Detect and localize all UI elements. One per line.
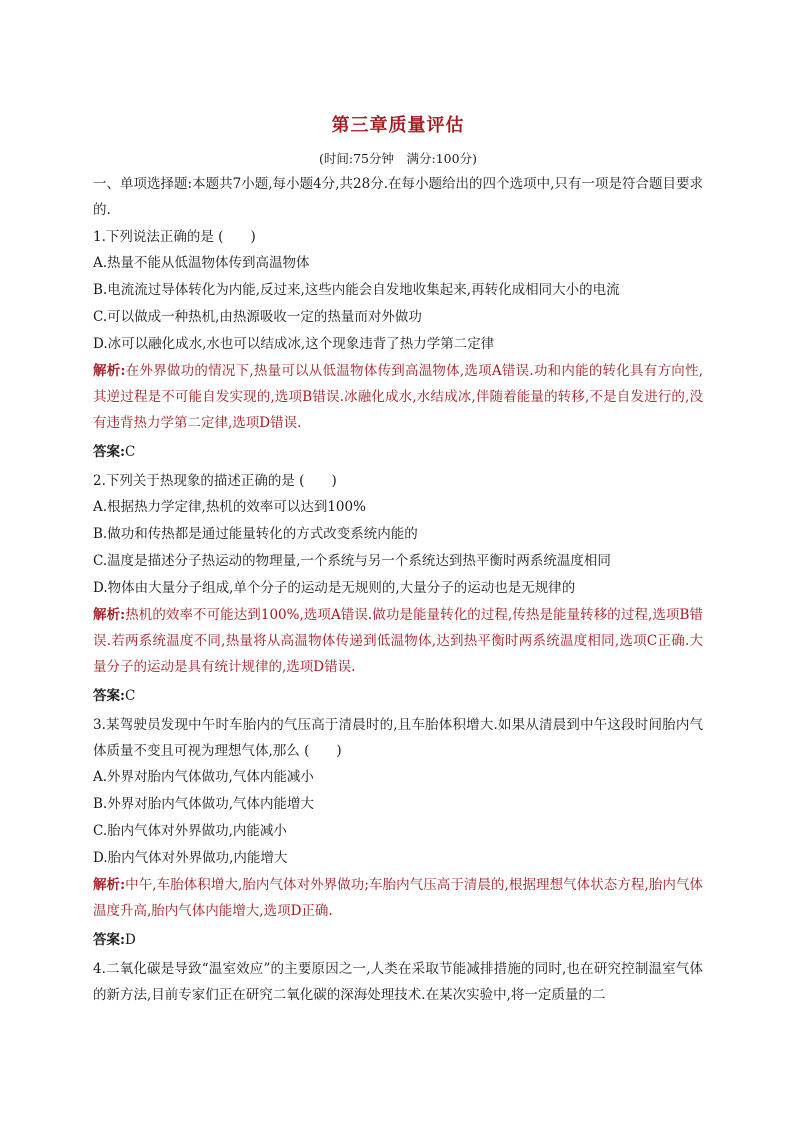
question-stem: 4.二氧化碳是导致“温室效应”的主要原因之一,人类在采取节能减排措施的同时,也在研究控制温室气体的新方法,目前专家们正在研究二氧化碳的深海处理技术.在某次实验中,将一定质量的二 [93, 961, 703, 1003]
section-instructions: 一、单项选择题:本题共7小题,每小题4分,共28分.在每小题给出的四个选项中,只有一项是符合题目要求的. [93, 176, 703, 218]
explanation-text: 热机的效率不可能达到100%,选项A错误.做功是能量转化的过程,传热是能量转移的过程,选项B错误.若两系统温度不同,热量将从高温物体传递到低温物体,达到热平衡时两系统温度相同,选项C正确.大量分子的运动是具有统计规律的,选项D错误. [93, 607, 703, 675]
question-stem: 1.下列说法正确的是 ( ) [93, 229, 256, 245]
answer-label: 答案: [93, 444, 125, 460]
answer-value: D [124, 932, 136, 948]
answer [93, 926, 703, 954]
explanation [93, 872, 703, 924]
option-c: C.可以做成一种热机,由热源吸收一定的热量而对外做功 [93, 309, 422, 325]
question-stem: 2.下列关于热现象的描述正确的是 ( ) [93, 473, 337, 489]
question-3 [93, 712, 703, 954]
exam-page [93, 112, 703, 1008]
answer [93, 682, 703, 710]
explanation [93, 358, 703, 436]
option-a: A.根据热力学定律,热机的效率可以达到100% [93, 499, 366, 515]
answer-label: 答案: [93, 688, 125, 704]
explanation-label: 解析: [93, 363, 126, 379]
explanation-text: 在外界做功的情况下,热量可以从低温物体传到高温物体,选项A错误.功和内能的转化具有方向性,其逆过程是不可能自发实现的,选项B错误.冰融化成水,水结成冰,伴随着能量的转移,不是自发进行的,没有违背热力学第二定律,选项D错误. [93, 363, 704, 431]
explanation-label: 解析: [93, 607, 126, 623]
option-c: C.温度是描述分子热运动的物理量,一个系统与另一个系统达到热平衡时两系统温度相同 [93, 553, 611, 569]
option-b: B.做功和传热都是通过能量转化的方式改变系统内能的 [93, 526, 418, 542]
explanation-text: 中午,车胎体积增大,胎内气体对外界做功;车胎内气压高于清晨的,根据理想气体状态方程,胎内气体温度升高,胎内气体内能增大,选项D正确. [93, 877, 704, 919]
option-b: B.外界对胎内气体做功,气体内能增大 [93, 796, 315, 812]
option-c: C.胎内气体对外界做功,内能减小 [93, 823, 287, 839]
question-1 [93, 224, 703, 466]
question-4 [93, 956, 703, 1008]
option-b: B.电流流过导体转化为内能,反过来,这些内能会自发地收集起来,再转化成相同大小的电流 [93, 282, 620, 298]
option-d: D.冰可以融化成水,水也可以结成冰,这个现象违背了热力学第二定律 [93, 336, 495, 352]
option-d: D.物体由大量分子组成,单个分子的运动是无规则的,大量分子的运动也是无规律的 [93, 580, 576, 596]
answer-value: C [124, 444, 136, 460]
answer-label: 答案: [93, 932, 125, 948]
answer-value: C [124, 688, 136, 704]
question-stem: 3.某驾驶员发现中午时车胎内的气压高于清晨时的,且车胎体积增大.如果从清晨到中午这段时间胎内气体质量不变且可视为理想气体,那么 ( ) [93, 717, 703, 759]
explanation [93, 602, 703, 680]
answer [93, 438, 703, 466]
page-title: 第三章质量评估 [331, 115, 465, 136]
option-d: D.胎内气体对外界做功,内能增大 [93, 850, 288, 866]
option-a: A.热量不能从低温物体传到高温物体 [93, 255, 310, 271]
question-2 [93, 468, 703, 710]
explanation-label: 解析: [93, 877, 126, 893]
exam-info: (时间:75分钟 满分:100分) [319, 151, 477, 166]
option-a: A.外界对胎内气体做功,气体内能减小 [93, 769, 314, 785]
